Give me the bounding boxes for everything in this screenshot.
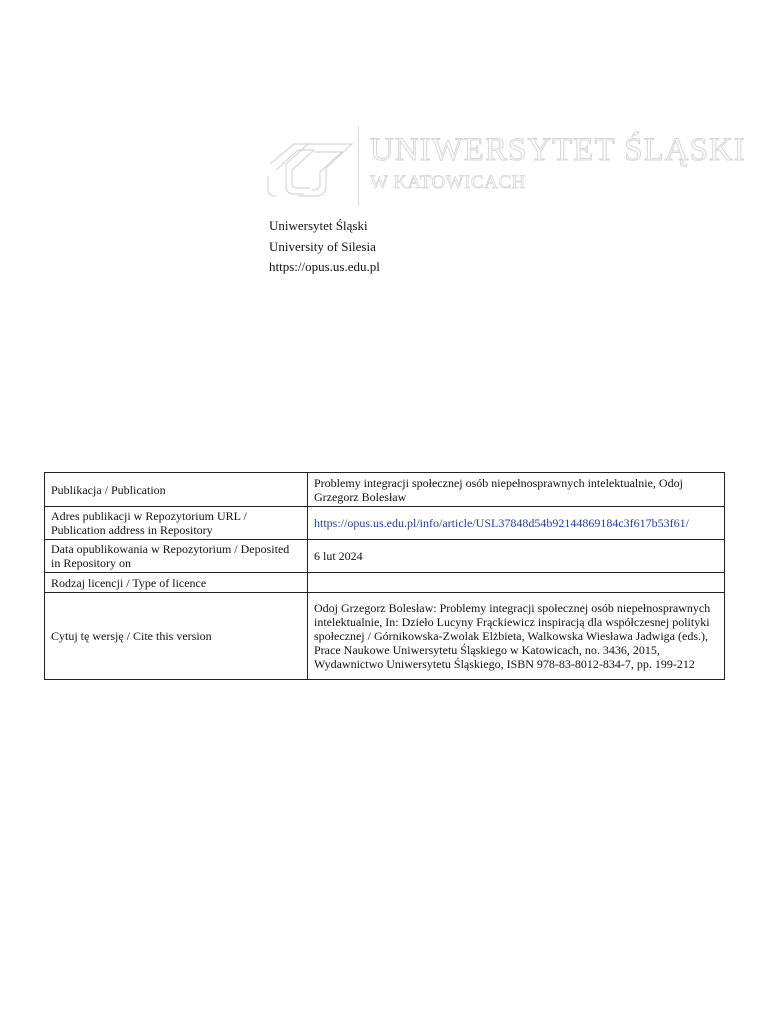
logo-divider [358, 126, 359, 206]
licence-label: Rodzaj licencji / Type of licence [45, 573, 308, 593]
table-row [45, 573, 725, 593]
table-row [45, 540, 725, 573]
logo-city-name: W KATOWICACH [370, 172, 526, 193]
university-logo [264, 124, 746, 208]
publication-link[interactable]: https://opus.us.edu.pl/info/article/USL37848d54b92144869184c3f617b53f61/ [314, 516, 689, 530]
address-label: Adres publikacji w Repozytorium URL / Publication address in Repository [45, 507, 308, 540]
university-emblem-icon [264, 124, 356, 208]
licence-value [308, 573, 725, 593]
header-university-pl: Uniwersytet Śląski [269, 218, 368, 233]
publication-metadata-table [44, 472, 725, 680]
publication-label: Publikacja / Publication [45, 473, 308, 507]
table-row [45, 507, 725, 540]
logo-university-name: UNIWERSYTET ŚLĄSKI [370, 132, 746, 168]
repository-header [269, 216, 380, 278]
publication-value: Problemy integracji społecznej osób niepełnosprawnych intelektualnie, Odoj Grzegorz Bolesław [308, 473, 725, 507]
table-row [45, 593, 725, 680]
date-value: 6 lut 2024 [308, 540, 725, 573]
header-university-en: University of Silesia [269, 238, 376, 254]
date-label: Data opublikowania w Repozytorium / Deposited in Repository on [45, 540, 308, 573]
cite-label: Cytuj tę wersję / Cite this version [45, 593, 308, 680]
cite-value: Odoj Grzegorz Bolesław: Problemy integracji społecznej osób niepełnosprawnych intelektualnie, In: Dzieło Lucyny Frąckiewicz inspiracją dla współczesnej polityki społecznej / Górnikowska-Zwolak Elżbieta, Walkowska Wiesława Jadwiga (eds.), Prace Naukowe Uniwersytetu Śląskiego w Katowicach, no. 3436, 2015, Wydawnictwo Uniwersytetu Śląskiego, ISBN 978-83-8012-834-7, pp. 199-212 [308, 593, 725, 680]
header-repository-url: https://opus.us.edu.pl [269, 259, 380, 274]
table-row [45, 473, 725, 507]
address-value-cell [308, 507, 725, 540]
